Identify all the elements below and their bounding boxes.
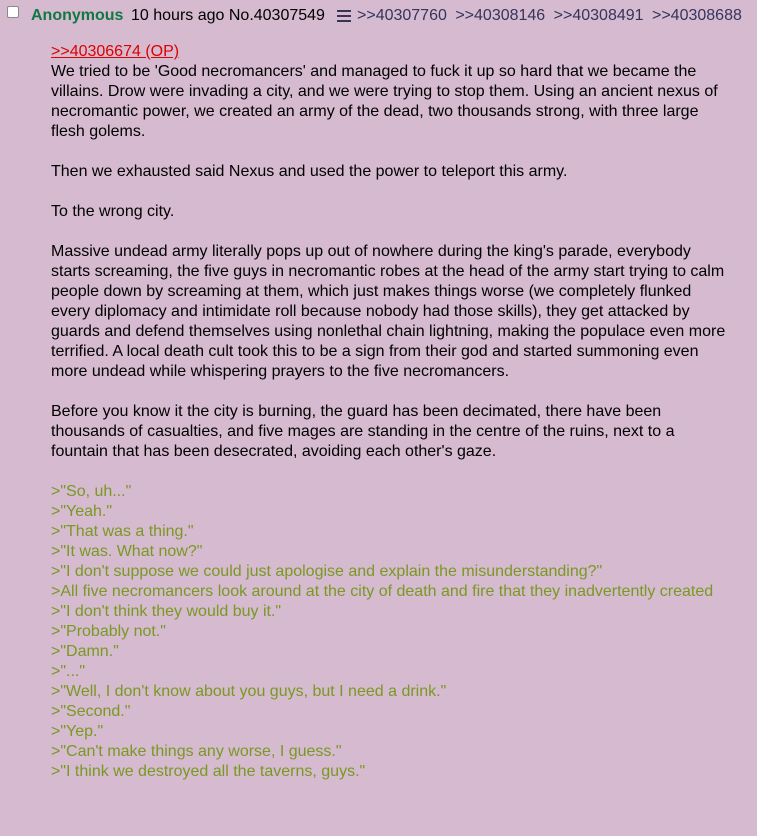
poster-name: Anonymous bbox=[31, 7, 124, 24]
hamburger-menu-icon[interactable] bbox=[337, 10, 351, 22]
greentext-line: >"Can't make things any worse, I guess." bbox=[51, 743, 342, 760]
post-meta bbox=[131, 7, 325, 25]
post-paragraph: Massive undead army literally pops up out of nowhere during the king's parade, everybody starts screaming, the five guys in necromantic robes at the head of the army start trying to calm people down by screaming at them, which just makes things worse (we completely flunked every diplomacy and intimidate roll because nobody had those skills), they get attacked by guards and defend themselves using nonlethal chain lightning, making the populace even more terrified. A local death cult took this to be a sign from their god and started summoning even more undead while whispering prayers to the five necromancers. bbox=[51, 243, 726, 380]
greentext-line: >"..." bbox=[51, 663, 86, 680]
greentext-line: >"It was. What now?" bbox=[51, 543, 203, 560]
greentext-line: >"Probably not." bbox=[51, 623, 166, 640]
greentext-line: >"I don't think they would buy it." bbox=[51, 603, 282, 620]
greentext-line: >"I think we destroyed all the taverns, guys." bbox=[51, 763, 366, 780]
post-paragraph: Before you know it the city is burning, the guard has been decimated, there have been thousands of casualties, and five mages are standing in the centre of the ruins, next to a fountain that has been desecrated, avoiding each other's gaze. bbox=[51, 403, 675, 460]
greentext-line: >"Yep." bbox=[51, 723, 104, 740]
backlink[interactable]: >>40308688 bbox=[651, 7, 742, 24]
greentext-line: >"Well, I don't know about you guys, but I need a drink." bbox=[51, 683, 447, 700]
backlink[interactable]: >>40307760 bbox=[357, 7, 447, 24]
post-paragraph: We tried to be 'Good necromancers' and managed to fuck it up so hard that we became the villains. Drow were invading a city, and we were trying to stop them. Using an ancient nexus of necromantic power, we created an army of the dead, two thousands strong, with three large flesh golems. bbox=[51, 63, 718, 140]
backlink[interactable]: >>40308491 bbox=[553, 7, 644, 24]
post-paragraph: Then we exhausted said Nexus and used the power to teleport this army. bbox=[51, 163, 568, 180]
post-body bbox=[51, 42, 731, 782]
post-time: 10 hours ago bbox=[131, 7, 225, 24]
greentext-block bbox=[51, 482, 731, 782]
post-header bbox=[0, 0, 757, 30]
post-paragraph: To the wrong city. bbox=[51, 203, 175, 220]
greentext-line: >"Second." bbox=[51, 703, 131, 720]
greentext-line: >"That was a thing." bbox=[51, 523, 194, 540]
op-quotelink[interactable]: >>40306674 (OP) bbox=[51, 43, 180, 60]
backlink[interactable]: >>40308146 bbox=[455, 7, 546, 24]
greentext-line: >All five necromancers look around at the city of death and fire that they inadvertently created bbox=[51, 583, 714, 600]
greentext-line: >"So, uh..." bbox=[51, 483, 132, 500]
greentext-line: >"I don't suppose we could just apologise and explain the misunderstanding?" bbox=[51, 563, 603, 580]
greentext-line: >"Damn." bbox=[51, 643, 119, 660]
post-number[interactable]: No.40307549 bbox=[228, 7, 325, 24]
backlinks bbox=[357, 7, 746, 25]
post-select-checkbox[interactable] bbox=[7, 6, 19, 18]
greentext-line: >"Yeah." bbox=[51, 503, 113, 520]
